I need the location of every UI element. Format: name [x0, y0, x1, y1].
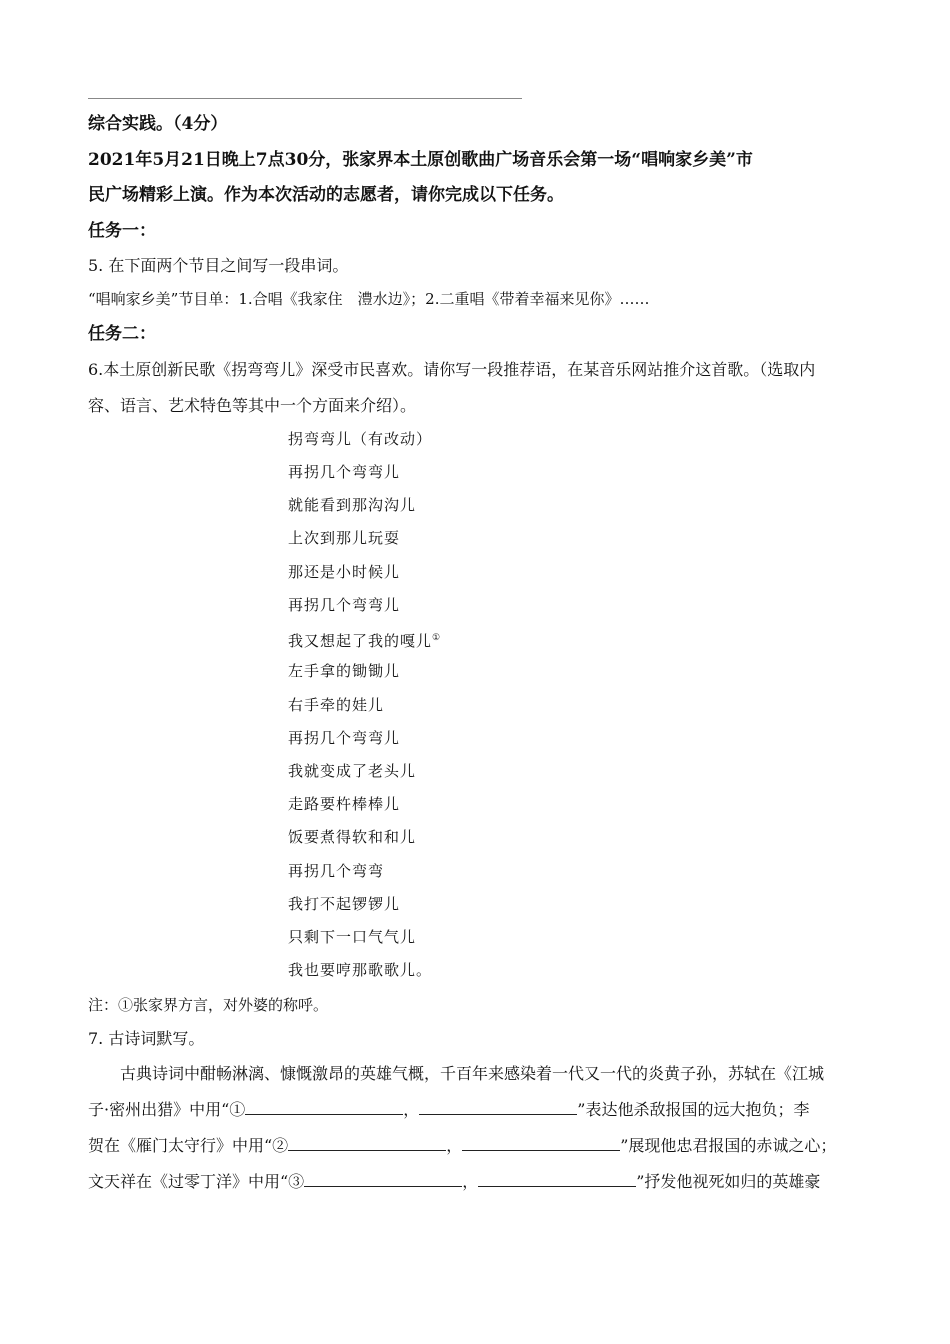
q7-paragraph-line-1: 古典诗词中酣畅淋漓、慷慨激昂的英雄气概，千百年来感染着一代又一代的炎黄子孙，苏轼在《江城 [120, 1064, 825, 1083]
poem-line: 我也要哼那歌歌儿。 [288, 961, 433, 979]
answer-blank-2a[interactable] [288, 1136, 446, 1151]
poem-line: 我就变成了老头儿 [288, 762, 417, 780]
answer-blank-1b[interactable] [419, 1100, 577, 1115]
question-7 [88, 1029, 204, 1049]
q7-comma: ， [403, 1100, 420, 1119]
poem-line: 就能看到那沟沟儿 [288, 496, 417, 514]
q7-text: 文天祥在《过零丁洋》中用“③ [88, 1172, 305, 1191]
q7-text: ”抒发他视死如归的英雄豪 [636, 1172, 821, 1191]
footnote: 注：①张家界方言，对外婆的称呼。 [88, 996, 329, 1014]
poem-line: 只剩下一口气气儿 [288, 928, 417, 946]
answer-blank-1a[interactable] [245, 1100, 403, 1115]
question-7-number: 7. [88, 1029, 104, 1048]
task2-heading: 任务二： [88, 324, 156, 344]
poem-line: 再拐几个弯弯儿 [288, 596, 401, 614]
intro-line-2: 民广场精彩上演。作为本次活动的志愿者，请你完成以下任务。 [88, 185, 564, 205]
poem-line: 那还是小时候儿 [288, 563, 401, 581]
poem-line: 再拐几个弯弯儿 [288, 463, 401, 481]
q7-comma: ， [446, 1136, 463, 1155]
poem-line-text: 我又想起了我的嘎儿 [288, 632, 433, 650]
question-5 [88, 256, 348, 276]
q7-paragraph-line-4 [88, 1172, 820, 1192]
question-5-number: 5. [88, 256, 104, 275]
question-7-title: 古诗词默写。 [108, 1029, 205, 1048]
poem-title: 拐弯弯儿（有改动） [288, 430, 433, 448]
q7-paragraph-line-3 [88, 1136, 836, 1156]
poem-line: 左手拿的锄锄儿 [288, 662, 401, 680]
answer-blank-3b[interactable] [478, 1172, 636, 1187]
question-5-text: 在下面两个节目之间写一段串词。 [108, 256, 349, 275]
answer-blank-3a[interactable] [304, 1172, 462, 1187]
question-6-line-1 [88, 360, 815, 380]
intro-line-1: 2021年5月21日晚上7点30分，张家界本土原创歌曲广场音乐会第一场“唱响家乡美”市 [88, 150, 753, 170]
section-title: 综合实践。（4分） [88, 114, 228, 134]
q7-text: ”展现他忠君报国的赤诚之心； [620, 1136, 837, 1155]
program-list: “唱响家乡美”节目单：1.合唱《我家住 澧水边》；2.二重唱《带着幸福来见你》…… [88, 290, 650, 308]
q7-comma: ， [462, 1172, 479, 1191]
question-6-text-1: 本土原创新民歌《拐弯弯儿》深受市民喜欢。请你写一段推荐语，在某音乐网站推介这首歌。（选取内 [103, 360, 816, 379]
poem-line: 再拐几个弯弯儿 [288, 729, 401, 747]
answer-blank-2b[interactable] [462, 1136, 620, 1151]
question-6-number: 6. [88, 360, 104, 379]
task1-heading: 任务一： [88, 221, 156, 241]
top-divider [88, 98, 522, 99]
q7-paragraph-line-2 [88, 1100, 809, 1120]
poem-line: 再拐几个弯弯 [288, 862, 385, 880]
q7-text: 子·密州出猎》中用“① [88, 1100, 246, 1119]
q7-text: 贺在《雁门太守行》中用“② [88, 1136, 289, 1155]
poem-line-footnoted [288, 628, 441, 651]
question-6-line-2: 容、语言、艺术特色等其中一个方面来介绍）。 [88, 396, 417, 415]
poem-line: 饭要煮得软和和儿 [288, 828, 417, 846]
q7-text: ”表达他杀敌报国的远大抱负；李 [577, 1100, 810, 1119]
poem-line: 走路要杵棒棒儿 [288, 795, 401, 813]
poem-line: 我打不起锣锣儿 [288, 895, 401, 913]
poem-line: 右手牵的娃儿 [288, 696, 385, 714]
footnote-marker: ① [432, 633, 442, 643]
poem-line: 上次到那儿玩耍 [288, 529, 401, 547]
